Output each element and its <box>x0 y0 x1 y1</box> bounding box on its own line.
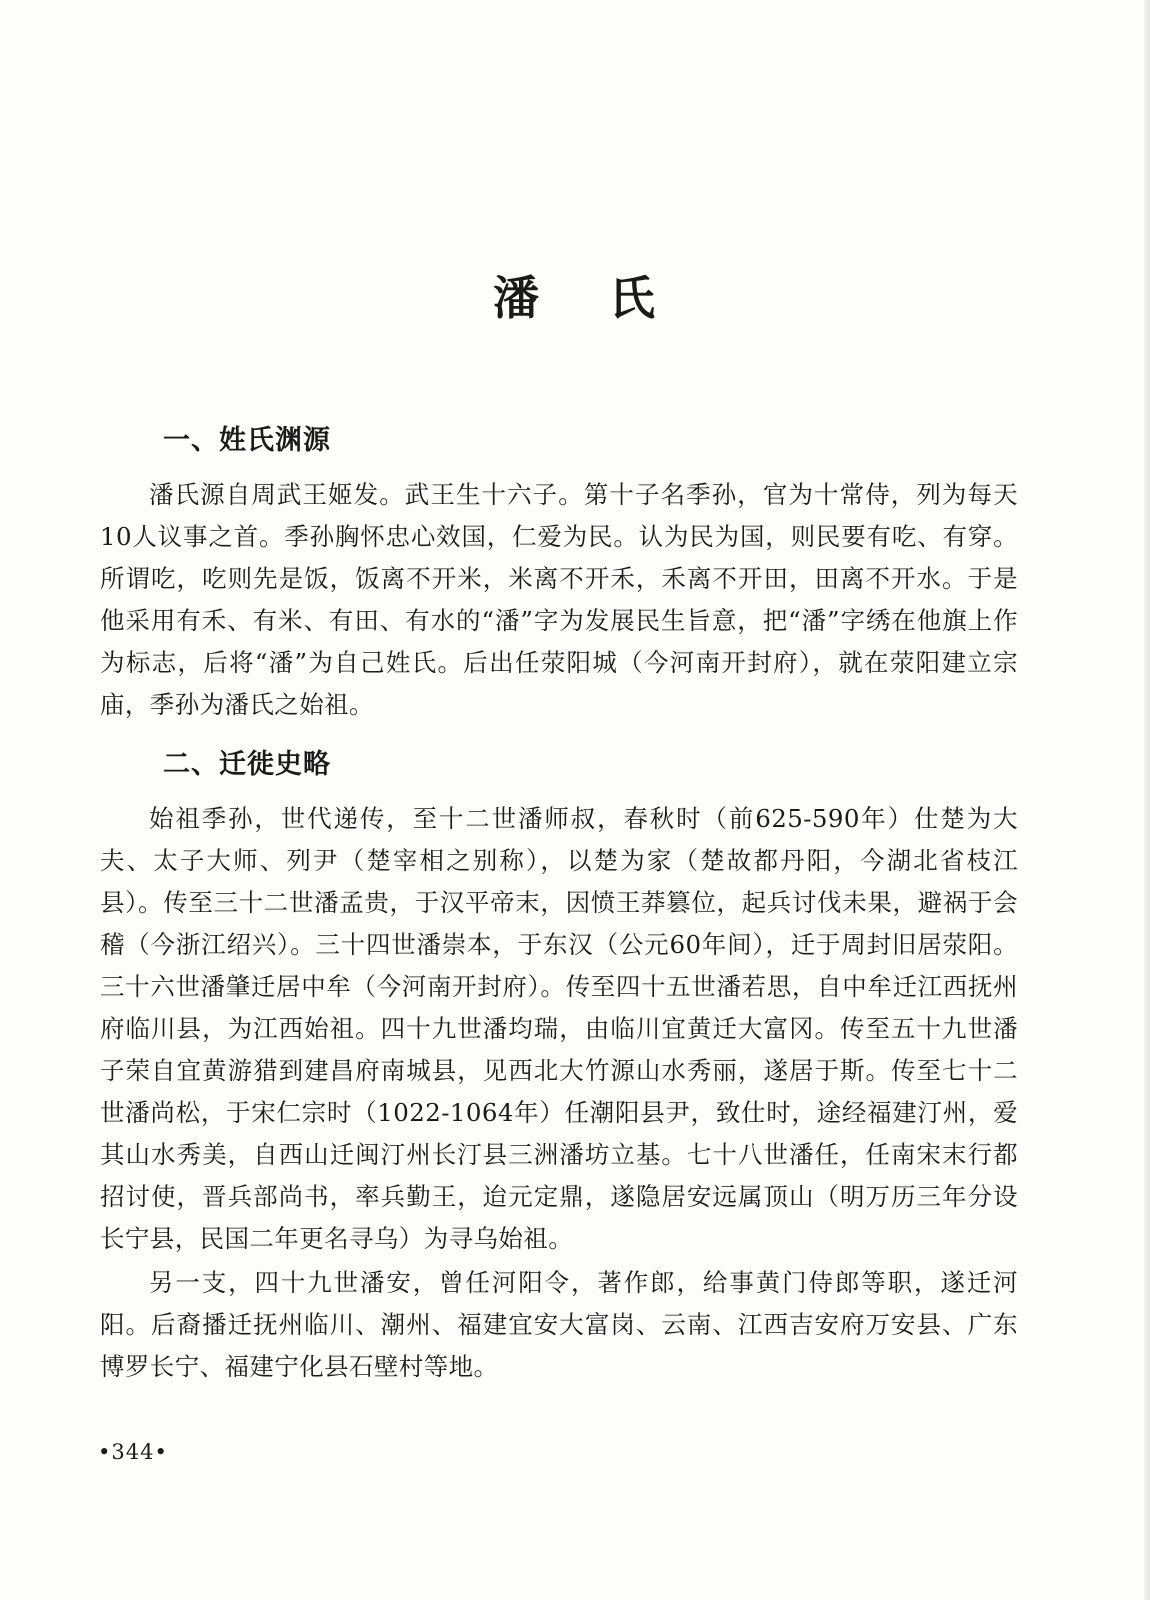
title-char-1: 潘 <box>493 271 541 325</box>
section-heading-origin: 一、姓氏渊源 <box>163 425 331 456</box>
title-char-2: 氏 <box>609 271 657 325</box>
page-title <box>0 262 1150 328</box>
page-number: •344• <box>98 1440 168 1464</box>
paragraph-migration-main: 始祖季孙，世代递传，至十二世潘师叔，春秋时（前625-590年）仕楚为大夫、太子大师、列尹（楚宰相之别称），以楚为家（楚故都丹阳，今湖北省枝江县）。传至三十二世潘孟贵，于汉平帝末，因愤王莽篡位，起兵讨伐未果，避祸于会稽（今浙江绍兴）。三十四世潘崇本，于东汉（公元60年间），迁于周封旧居荥阳。三十六世潘肇迁居中牟（今河南开封府）。传至四十五世潘若思，自中牟迁江西抚州府临川县，为江西始祖。四十九世潘均瑞，由临川宜黄迁大富冈。传至五十九世潘子荣自宜黄游猎到建昌府南城县，见西北大竹源山水秀丽，遂居于斯。传至七十二世潘尚松，于宋仁宗时（1022-1064年）任潮阳县尹，致仕时，途经福建汀州，爱其山水秀美，自西山迁闽汀州长汀县三洲潘坊立基。七十八世潘任，任南宋末行都招讨使，晋兵部尚书，率兵勤王，迨元定鼎，遂隐居安远属顶山（明万历三年分设长宁县，民国二年更名寻乌）为寻乌始祖。 <box>100 804 1018 1253</box>
paragraph-origin: 潘氏源自周武王姬发。武王生十六子。第十子名季孙，官为十常侍，列为每天10人议事之首。季孙胸怀忠心效国，仁爱为民。认为民为国，则民要有吃、有穿。所谓吃，吃则先是饭，饭离不开米，米离不开禾，禾离不开田，田离不开水。于是他采用有禾、有米、有田、有水的“潘”字为发展民生旨意，把“潘”字绣在他旗上作为标志，后将“潘”为自己姓氏。后出任荥阳城（今河南开封府），就在荥阳建立宗庙，季孙为潘氏之始祖。 <box>100 480 1018 719</box>
section-heading-migration: 二、迁徙史略 <box>163 749 331 780</box>
paragraph-migration-branch: 另一支，四十九世潘安，曾任河阳令，著作郎，给事黄门侍郎等职，遂迁河阳。后裔播迁抚州临川、潮州、福建宜安大富岗、云南、江西吉安府万安县、广东博罗长宁、福建宁化县石壁村等地。 <box>100 1268 1018 1381</box>
page-edge-shadow <box>1144 0 1150 1600</box>
